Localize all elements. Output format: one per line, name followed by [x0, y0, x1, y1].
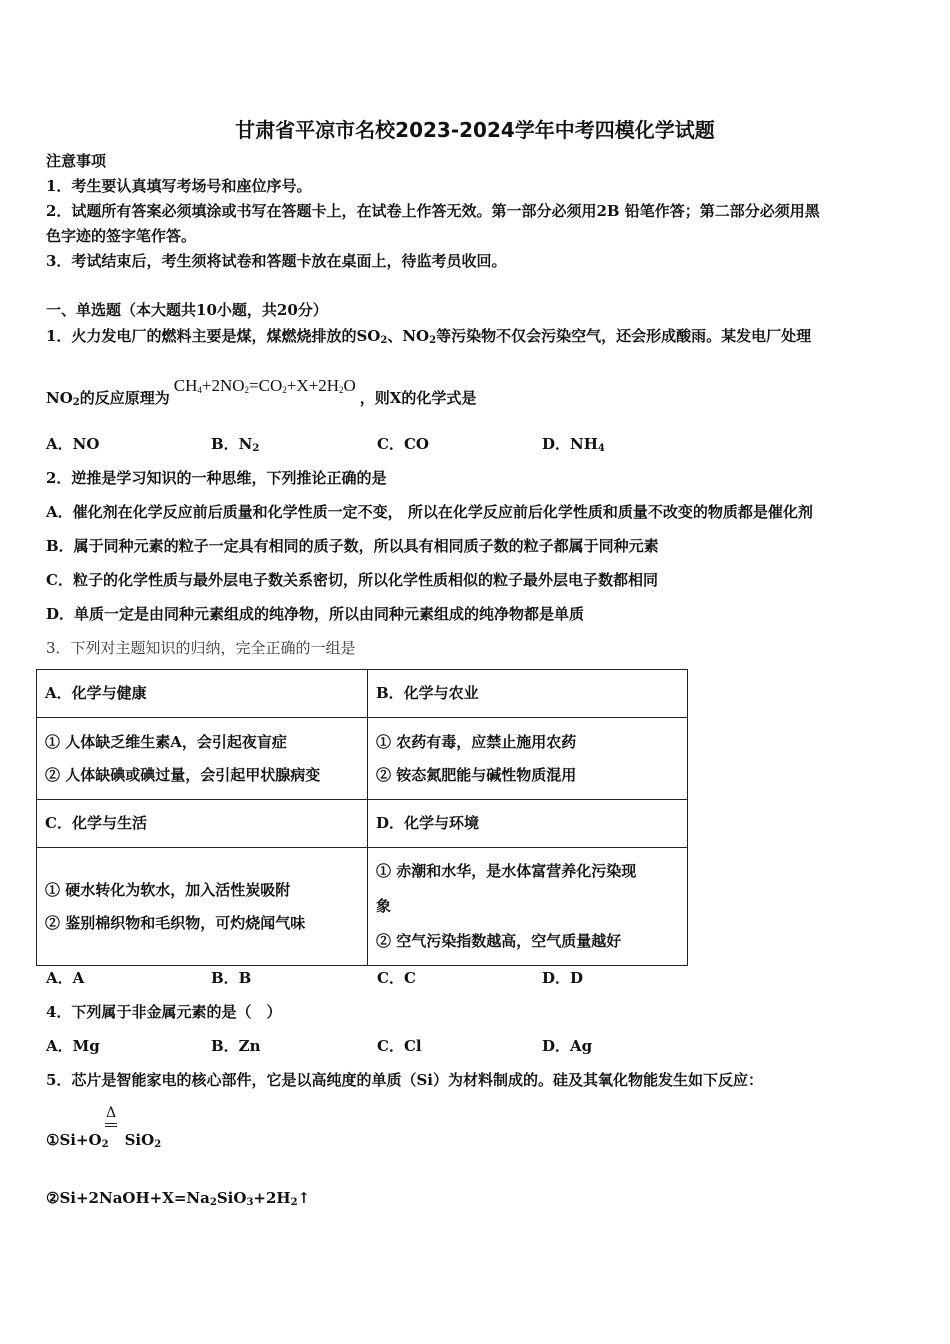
q1-text: ，则X的化学式是	[359, 389, 477, 407]
q3-option-b[interactable]: B．B	[211, 969, 252, 987]
q1-text: 等污染物不仅会污染空气，还会形成酸雨。某发电厂处理	[436, 327, 812, 345]
equals-line-top	[105, 1123, 117, 1124]
q2-option-a[interactable]: A．催化剂在化学反应前后质量和化学性质一定不变， 所以在化学反应前后化学性质和质量不改变的物质都是催化剂	[46, 503, 813, 521]
equals-line-bottom	[105, 1126, 117, 1127]
q5-reaction-2: $②Si+2NaOH+X=Na_2SiO_3+2H_2↑$	[46, 1189, 311, 1208]
q1-text: NO	[46, 389, 73, 407]
cell-d-head: D．化学与环境	[368, 800, 688, 848]
cell-c-head: C．化学与生活	[37, 800, 368, 848]
q1-stem-line2	[46, 376, 477, 408]
notice-item-2: 2．试题所有答案必须填涂或书写在答题卡上，在试卷上作答无效。第一部分必须用2B 铅笔作答；第二部分必须用黑	[46, 202, 820, 220]
q1-option-b[interactable]: B．$N_2$	[211, 435, 260, 454]
notice-item-2-cont: 色字迹的签字笔作答。	[46, 227, 197, 245]
q2-option-c[interactable]: C．粒子的化学性质与最外层电子数关系密切，所以化学性质相似的粒子最外层电子数都相同	[46, 571, 658, 589]
q1-text: 的反应原理为	[79, 389, 170, 407]
q1-sub: 2	[429, 335, 437, 346]
q1-stem	[46, 326, 811, 346]
cell-d-body: ① 赤潮和水华，是水体富营养化污染现 象 ② 空气污染指数越高，空气质量越好	[368, 848, 688, 966]
cell-a-body: ① 人体缺乏维生素A，会引起夜盲症 ② 人体缺碘或碘过量，会引起甲状腺病变	[37, 718, 368, 800]
cell-b-head: B．化学与农业	[368, 670, 688, 718]
q4-stem: 4．下列属于非金属元素的是（ ）	[46, 1003, 282, 1021]
cell-c-body: ① 硬水转化为软水，加入活性炭吸附 ② 鉴别棉织物和毛织物，可灼烧闻气味	[37, 848, 368, 966]
q3-table	[36, 669, 688, 966]
q2-option-d[interactable]: D．单质一定是由同种元素组成的纯净物，所以由同种元素组成的纯净物都是单质	[46, 605, 585, 623]
notice-item-3: 3．考试结束后，考生须将试卷和答题卡放在桌面上，待监考员收回。	[46, 252, 507, 270]
q1-option-a[interactable]: A．NO	[46, 435, 100, 453]
q2-stem: 2．逆推是学习知识的一种思维，下列推论正确的是	[46, 469, 387, 487]
q1-text: 、NO	[387, 327, 430, 345]
q4-option-a[interactable]: A．Mg	[46, 1037, 100, 1055]
notice-item-1: 1．考生要认真填写考场号和座位序号。	[46, 177, 312, 195]
q1-option-c[interactable]: C．CO	[377, 435, 429, 453]
cell-a-head: A．化学与健康	[37, 670, 368, 718]
q1-sub: 2	[72, 397, 80, 408]
q3-stem: 3．下列对主题知识的归纳，完全正确的一组是	[46, 639, 356, 657]
q1-text: 1．火力发电厂的燃料主要是煤，煤燃烧排放的SO	[46, 327, 381, 345]
q4-option-d[interactable]: D．Ag	[542, 1037, 593, 1055]
q4-option-c[interactable]: C．Cl	[377, 1037, 422, 1055]
q5-stem: 5．芯片是智能家电的核心部件，它是以高纯度的单质（Si）为材料制成的。硅及其氧化物能发生如下反应：	[46, 1071, 763, 1089]
q3-option-a[interactable]: A．A	[46, 969, 85, 987]
notice-heading: 注意事项	[46, 152, 107, 170]
page-title: 甘肃省平凉市名校2023-2024学年中考四模化学试题	[235, 118, 715, 142]
q3-option-d[interactable]: D．D	[542, 969, 584, 987]
cell-b-body: ① 农药有毒，应禁止施用农药 ② 铵态氮肥能与碱性物质混用	[368, 718, 688, 800]
q3-option-c[interactable]: C．C	[377, 969, 416, 987]
q1-sub: 2	[380, 335, 388, 346]
section-heading: 一、单选题（本大题共10小题，共20分）	[46, 301, 328, 319]
q5-reaction-1: $①Si+O_2$ SiO$_2$	[46, 1131, 162, 1150]
q1-equation: $CH_4+2NO_2=CO_2+X+2H_2O$	[173, 376, 356, 395]
q4-option-b[interactable]: B．Zn	[211, 1037, 261, 1055]
heat-delta-symbol: Δ	[106, 1105, 117, 1121]
q2-option-b[interactable]: B．属于同种元素的粒子一定具有相同的质子数，所以具有相同质子数的粒子都属于同种元素	[46, 537, 659, 555]
q1-option-d[interactable]: D．$NH_4$	[542, 435, 605, 454]
